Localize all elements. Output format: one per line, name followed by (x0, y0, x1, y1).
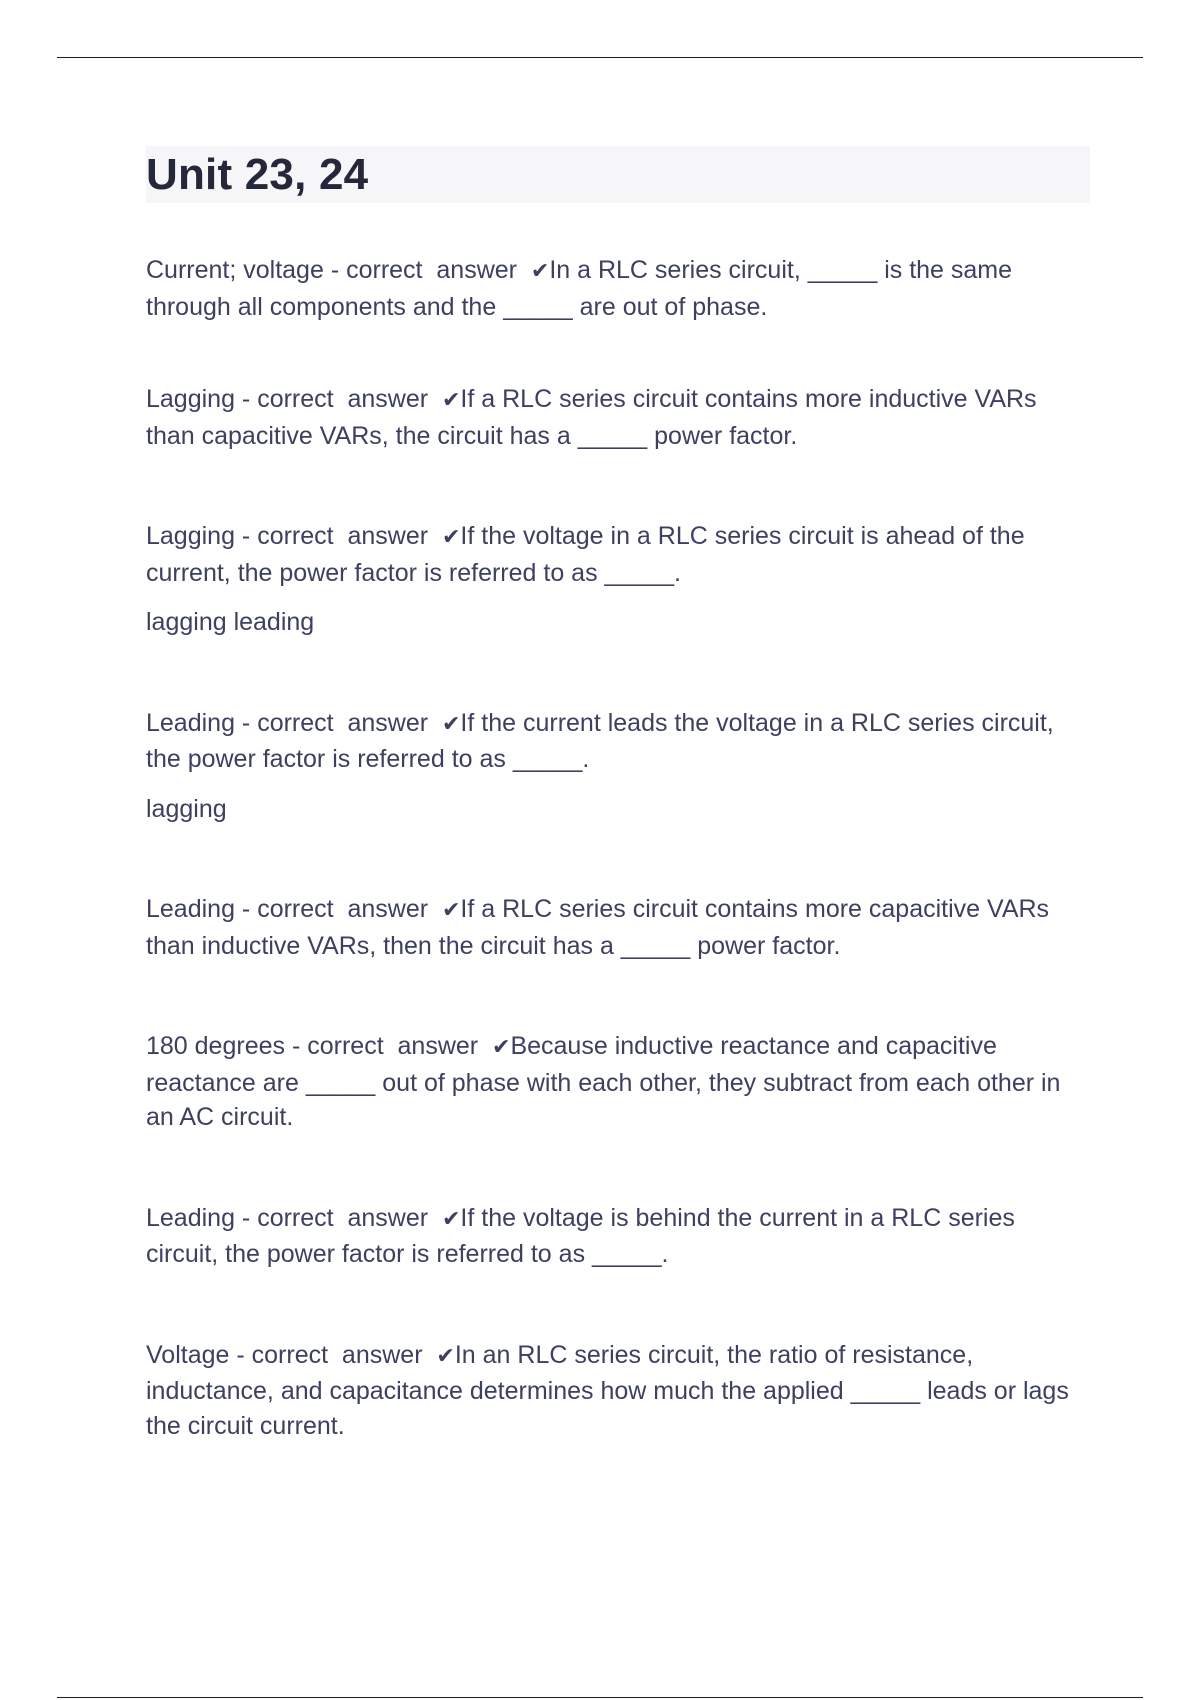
question-text: In an RLC series circuit, the ratio of resistance, inductance, and capacitance determines how much the applied _____ leads or lags the circuit current. (146, 1340, 1069, 1440)
qa-item (146, 519, 1090, 640)
answer-text: Current; voltage (146, 256, 324, 284)
answer-text: Lagging (146, 385, 235, 413)
qa-list (146, 253, 1090, 1443)
qa-item (146, 253, 1090, 324)
checkmark-icon: ✔ (492, 1035, 511, 1060)
answer-separator: - correct answer (234, 1203, 442, 1232)
question-text: If a RLC series circuit contains more capacitive VARs than inductive VARs, then the circuit has a _____ power factor. (146, 895, 1050, 960)
answer-text: Leading (146, 895, 235, 923)
checkmark-icon: ✔ (441, 525, 461, 550)
answer-text: Leading (146, 1203, 235, 1232)
answer-text: 180 degrees (146, 1032, 286, 1060)
answer-options: lagging leading (146, 608, 315, 636)
qa-item (146, 1029, 1090, 1135)
answer-separator: - correct answer (234, 895, 442, 923)
question-text: If the voltage is behind the current in a RLC series circuit, the power factor is referred to as _____. (146, 1203, 1015, 1268)
qa-item (146, 706, 1090, 827)
title-bar (146, 146, 1090, 203)
bottom-rule (57, 1697, 1143, 1698)
top-rule (57, 57, 1143, 58)
answer-separator: - correct answer (234, 522, 442, 550)
question-text: In a RLC series circuit, _____ is the same through all components and the _____ are out of phase. (146, 256, 1013, 321)
checkmark-icon: ✔ (530, 259, 550, 284)
answer-separator: - correct answer (285, 1032, 493, 1060)
answer-text: Voltage (146, 1340, 230, 1369)
qa-item (146, 382, 1090, 453)
answer-text: Leading (146, 708, 235, 737)
answer-separator: - correct answer (229, 1340, 437, 1369)
checkmark-icon: ✔ (441, 898, 461, 923)
qa-item (146, 1201, 1090, 1272)
qa-item (146, 892, 1090, 963)
checkmark-icon: ✔ (441, 388, 461, 413)
question-text: If the voltage in a RLC series circuit is ahead of the current, the power factor is referred to as _____. (146, 522, 1025, 587)
question-text: Because inductive reactance and capacitive reactance are _____ out of phase with each other, they subtract from each other in an AC circuit. (146, 1032, 1061, 1131)
document-content (146, 146, 1090, 1443)
answer-separator: - correct answer (234, 385, 442, 413)
answer-options: lagging (146, 794, 227, 823)
checkmark-icon: ✔ (441, 711, 461, 737)
qa-item (146, 1338, 1090, 1444)
answer-separator: - correct answer (234, 708, 442, 737)
question-text: If the current leads the voltage in a RLC series circuit, the power factor is referred to as _____. (146, 708, 1054, 773)
answer-separator: - correct answer (323, 256, 531, 284)
page-title: Unit 23, 24 (146, 150, 369, 199)
answer-text: Lagging (146, 522, 235, 550)
checkmark-icon: ✔ (441, 1206, 461, 1232)
checkmark-icon: ✔ (436, 1343, 455, 1369)
question-text: If a RLC series circuit contains more inductive VARs than capacitive VARs, the circuit has a _____ power factor. (146, 385, 1037, 450)
